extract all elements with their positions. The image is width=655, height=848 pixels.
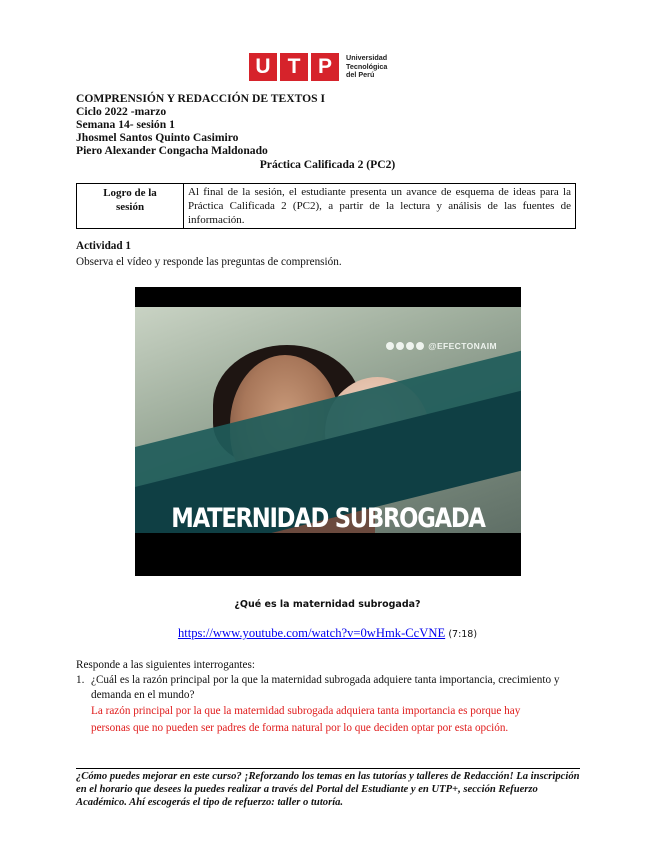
logro-text: Al final de la sesión, el estudiante presenta un avance de esquema de ideas para la Práctica Calificada 2 (PC2), a partir de la lectura y análisis de las fuentes de información. [184, 184, 576, 229]
social-icon [406, 342, 414, 350]
question-text: ¿Cuál es la razón principal por la que la maternidad subrogada adquiere tanta importancia, crecimiento y demanda en el mundo? [91, 674, 560, 701]
practice-title: Práctica Calificada 2 (PC2) [259, 158, 396, 171]
question-1 [76, 673, 581, 703]
logro-table [76, 183, 576, 229]
activity-instruction: Observa el vídeo y responde las preguntas de comprensión. [76, 256, 342, 268]
question-number: 1. [76, 674, 85, 686]
video-link-row [0, 626, 655, 641]
questions-intro: Responde a las siguientes interrogantes: [76, 659, 255, 671]
logo-university-name: Universidad Tecnológica del Perú [346, 53, 388, 80]
activity-title: Actividad 1 [76, 240, 132, 252]
utp-logo [249, 52, 387, 82]
social-icon [396, 342, 404, 350]
video-link[interactable]: https://www.youtube.com/watch?v=0wHmk-CcVNE [177, 626, 446, 640]
video-caption: ¿Qué es la maternidad subrogada? [234, 599, 421, 610]
footer-divider [76, 768, 580, 769]
social-icon [416, 342, 424, 350]
student-name-1: Jhosmel Santos Quinto Casimiro [76, 131, 239, 144]
answer-line-1: La razón principal por la que la maternidad subrogada adquiera tanta importancia es porque hay [91, 705, 521, 717]
logo-letter-p: P [311, 53, 339, 81]
logro-label: Logro de la sesión [77, 184, 184, 229]
answer-line-2: personas que no pueden ser padres de forma natural por lo que deciden optar por esta opción. [91, 722, 509, 734]
logo-letter-u: U [249, 53, 277, 81]
video-frame [135, 307, 521, 533]
student-name-2: Piero Alexander Congacha Maldonado [76, 144, 268, 157]
week-session: Semana 14- sesión 1 [76, 118, 175, 131]
video-thumbnail[interactable] [135, 287, 521, 576]
course-title: COMPRENSIÓN Y REDACCIÓN DE TEXTOS I [76, 92, 325, 105]
social-icon [386, 342, 394, 350]
footer-note: ¿Cómo puedes mejorar en este curso? ¡Reforzando los temas en las tutorías y talleres de Redacción! La inscripción en el horario que desees la puedes realizar a través del Portal del Estudiante y en UTP+, sección Refuerzo Académico. Ahí escogerás el tipo de refuerzo: taller o tutoría. [76, 771, 580, 808]
video-duration: (7:18) [448, 629, 478, 640]
cycle: Ciclo 2022 -marzo [76, 105, 167, 118]
video-social-handle: @EFECTONAIM [386, 341, 498, 351]
logo-letter-t: T [280, 53, 308, 81]
video-title: MATERNIDAD SUBROGADA [171, 503, 485, 533]
